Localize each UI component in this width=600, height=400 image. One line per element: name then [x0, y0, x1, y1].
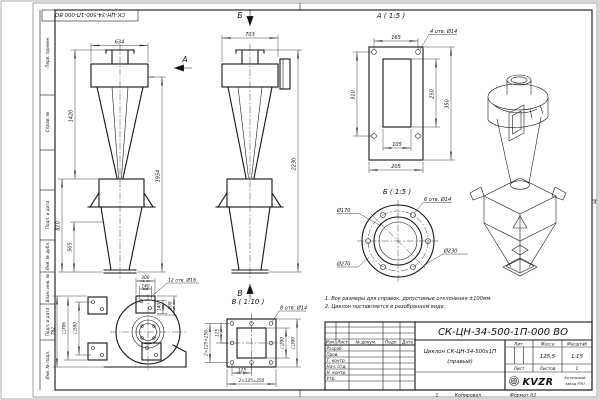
- org-name-line2: завод РЭП: [565, 382, 585, 386]
- dim-762: 762: [50, 327, 56, 335]
- margin-label-inv-dubl: Инв. № дубл.: [45, 241, 50, 271]
- sheet-frame: [1, 1, 599, 399]
- row-nkontr: Н. контр.: [326, 369, 347, 375]
- margin-label-perv-primen: Перв. примен.: [45, 36, 50, 68]
- row-tkontr: Т. контр.: [326, 357, 346, 363]
- margin-label-sprav-no: Справ. №: [45, 111, 50, 133]
- footer-copied-label: Копировал: [454, 393, 482, 399]
- dim-250: 250: [429, 89, 436, 99]
- part-name-line1: Циклон СК-ЦН-34-500х1П: [423, 349, 497, 355]
- dim-top-200: 200: [141, 275, 150, 280]
- top-view-holes-label: 12 отв. Ø18: [168, 278, 196, 284]
- col-list: Лист: [337, 339, 348, 345]
- dim-810: 810: [55, 221, 62, 231]
- note-1: 1. Все размеры для справок, допустимые отклонения ±100мм.: [325, 296, 492, 302]
- zone-letter-right: А: [593, 201, 597, 206]
- dim-1954: 1954: [155, 169, 162, 183]
- col-dokum: № докум.: [355, 339, 377, 345]
- col-podp: Подп.: [385, 339, 398, 345]
- top-stamp-doc-number: СК-ЦН-34-500-1П-000 ВО: [54, 11, 126, 17]
- margin-label-vzam-inv: Взам. инв. №: [45, 273, 50, 303]
- view-arrow-b: Б: [237, 11, 243, 20]
- dim-1420: 1420: [68, 109, 75, 123]
- view-a-holes-label: 4 отв. Ø14: [430, 29, 458, 35]
- logo-text: KVZR: [522, 377, 554, 388]
- footer-zone-number: 1: [435, 393, 439, 399]
- dim-634: 634: [114, 39, 125, 46]
- view-b-holes-label: 6 отв. Ø14: [424, 197, 452, 203]
- view-arrow-v: В: [237, 289, 243, 298]
- dim-v-125-bottom: 125: [238, 367, 246, 373]
- dim-580: □580: [72, 322, 78, 334]
- dim-d230: Ø230: [444, 248, 458, 255]
- dim-205: 205: [391, 164, 401, 170]
- view-v-title: В ( 1:10 ): [231, 298, 265, 306]
- dim-350: 350: [444, 99, 451, 109]
- col-data: Дата: [402, 339, 413, 345]
- margin-label-inv-podl: Инв. № подл.: [45, 350, 50, 380]
- sheet-label: Лист: [513, 366, 525, 371]
- dim-706: □706: [61, 322, 67, 334]
- dim-v-left: 2×125=250: [203, 330, 209, 356]
- view-b-title: Б ( 1:5 ): [382, 188, 412, 196]
- dim-105: 105: [392, 142, 402, 148]
- footer-format-label: Формат А3: [509, 393, 537, 399]
- col-izm: Изм.: [325, 339, 336, 345]
- dim-d270: Ø270: [337, 261, 351, 268]
- dim-505: 505: [67, 242, 74, 252]
- margin-label-podp-data-2: Подп. и дата: [45, 307, 50, 337]
- dim-v-bottom: 2×125=250: [238, 378, 265, 383]
- view-v-holes-label: 8 отв. Ø14: [280, 305, 308, 312]
- dim-v-300: □300: [290, 337, 296, 349]
- org-name-line1: Котельный: [564, 376, 586, 380]
- sheets-label: Листов: [539, 366, 556, 371]
- dim-v-200: □200: [279, 337, 285, 349]
- lit-label: Лит.: [514, 341, 524, 347]
- dim-v-125-left: 125: [214, 329, 220, 337]
- margin-label-podp-data-1: Подп. и дата: [45, 200, 50, 230]
- view-arrow-a: А: [182, 55, 188, 64]
- dim-top-140: 140: [141, 283, 150, 289]
- doc-number: СК-ЦН-34-500-1П-000 ВО: [437, 327, 569, 338]
- row-nachotd: Нач. отд.: [326, 363, 347, 369]
- mass-value: 125,5: [539, 354, 556, 360]
- dim-310: 310: [350, 90, 357, 100]
- mass-label: Масса: [540, 341, 555, 347]
- row-razrab: Разраб.: [326, 345, 343, 351]
- scale-label: Масштаб: [567, 341, 587, 347]
- dim-top-200-right: 200: [167, 301, 173, 310]
- dim-d170: Ø170: [337, 208, 351, 214]
- part-name-line2: (правый): [447, 359, 473, 365]
- row-prov: Пров.: [326, 351, 339, 357]
- row-utv: Утв.: [326, 375, 336, 381]
- dim-703: 703: [245, 32, 255, 38]
- dim-165: 165: [391, 35, 401, 41]
- dim-2230: 2230: [291, 157, 298, 171]
- view-a-title: А ( 1:5 ): [376, 12, 406, 20]
- note-2: 2. Циклон поставляется в разобранном виде.: [325, 304, 446, 310]
- sheets-value: 1: [575, 367, 579, 372]
- dim-top-140-right: 140: [156, 303, 162, 311]
- scale-value: 1:15: [570, 354, 584, 360]
